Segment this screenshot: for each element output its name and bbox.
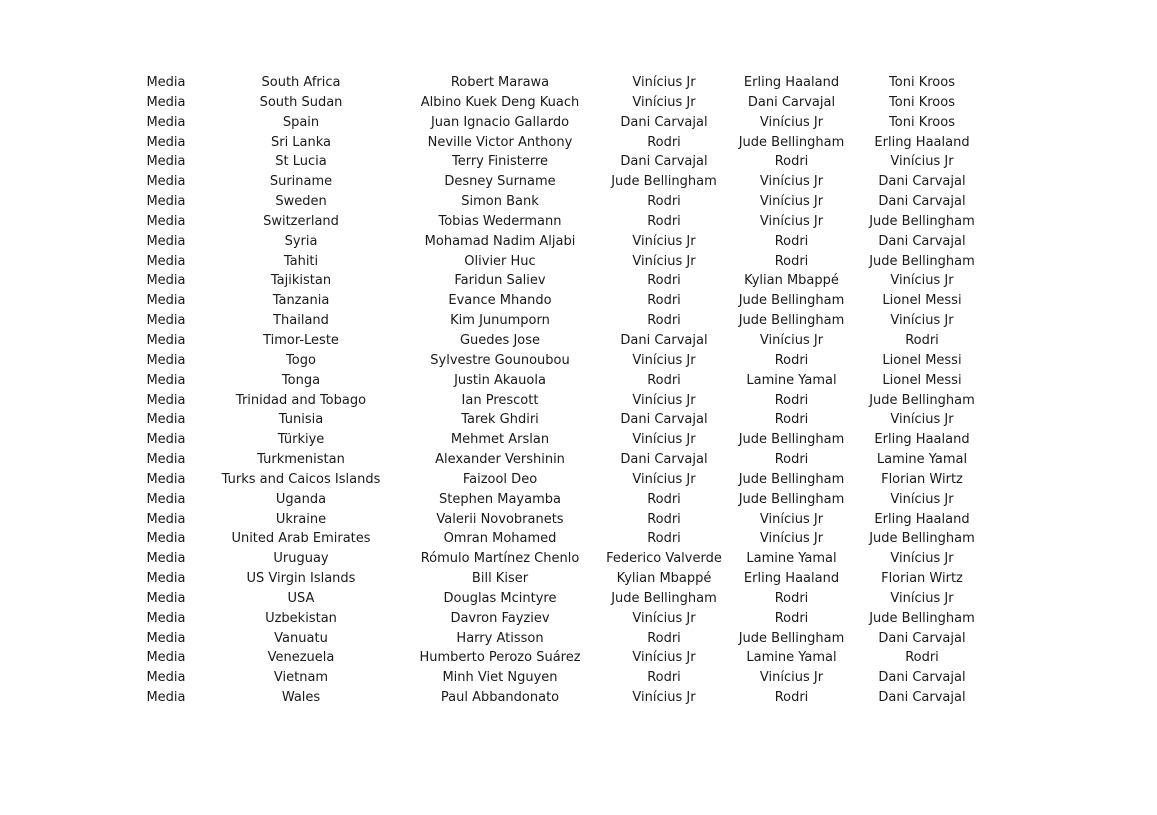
category-cell: Media: [146, 432, 186, 448]
category-cell: Media: [146, 571, 186, 587]
country-cell: Uzbekistan: [265, 610, 337, 626]
third-choice-cell: Toni Kroos: [889, 114, 955, 130]
country-cell: USA: [287, 590, 315, 606]
third-choice-cell: Jude Bellingham: [869, 253, 975, 269]
category-cell: Media: [146, 293, 186, 309]
category-cell: Media: [146, 313, 186, 329]
second-choice-cell: Kylian Mbappé: [744, 273, 839, 289]
table-row: [136, 152, 995, 172]
second-choice-cell: Rodri: [774, 412, 809, 428]
voter-name-cell: Humberto Perozo Suárez: [419, 650, 581, 666]
second-choice-cell: Vinícius Jr: [759, 670, 824, 686]
voter-name-cell: Tobias Wedermann: [438, 213, 562, 229]
voter-name-cell: Davron Fayziev: [450, 610, 550, 626]
third-choice-cell: Vinícius Jr: [890, 154, 954, 170]
country-cell: Trinidad and Tobago: [235, 392, 367, 408]
third-choice-cell: Lionel Messi: [882, 293, 962, 309]
category-cell: Media: [146, 471, 186, 487]
first-choice-cell: Dani Carvajal: [620, 412, 708, 428]
country-cell: Turks and Caicos Islands: [221, 471, 381, 487]
table-row: [136, 252, 995, 272]
second-choice-cell: Vinícius Jr: [759, 332, 824, 348]
second-choice-cell: Vinícius Jr: [759, 194, 824, 210]
third-choice-cell: Vinícius Jr: [890, 313, 954, 329]
voter-name-cell: Bill Kiser: [471, 571, 529, 587]
category-cell: Media: [146, 194, 186, 210]
second-choice-cell: Vinícius Jr: [759, 174, 824, 190]
first-choice-cell: Rodri: [647, 313, 681, 329]
country-cell: Togo: [286, 352, 316, 368]
first-choice-cell: Jude Bellingham: [611, 590, 717, 606]
country-cell: Uruguay: [273, 551, 329, 567]
voter-name-cell: Douglas Mcintyre: [443, 590, 557, 606]
category-cell: Media: [146, 372, 186, 388]
second-choice-cell: Rodri: [774, 154, 809, 170]
voter-name-cell: Mehmet Arslan: [450, 432, 550, 448]
country-cell: Uganda: [275, 491, 327, 507]
first-choice-cell: Vinícius Jr: [632, 650, 696, 666]
category-cell: Media: [146, 452, 186, 468]
country-cell: Vietnam: [273, 670, 329, 686]
table-row: [136, 430, 995, 450]
second-choice-cell: Lamine Yamal: [746, 372, 837, 388]
table-row: [136, 510, 995, 530]
third-choice-cell: Toni Kroos: [889, 94, 955, 110]
second-choice-cell: Jude Bellingham: [738, 471, 845, 487]
second-choice-cell: Jude Bellingham: [738, 432, 845, 448]
table-row: [136, 470, 995, 490]
category-cell: Media: [146, 412, 186, 428]
voter-name-cell: Kim Junumporn: [450, 313, 550, 329]
voter-name-cell: Harry Atisson: [456, 630, 544, 646]
country-cell: Suriname: [269, 174, 333, 190]
third-choice-cell: Dani Carvajal: [878, 233, 966, 249]
category-cell: Media: [146, 233, 186, 249]
voter-name-cell: Terry Finisterre: [451, 154, 549, 170]
third-choice-cell: Erling Haaland: [874, 134, 970, 150]
voter-name-cell: Evance Mhando: [448, 293, 552, 309]
table-row: [136, 410, 995, 430]
voter-name-cell: Robert Marawa: [450, 75, 550, 90]
voter-name-cell: Rómulo Martínez Chenlo: [420, 551, 580, 567]
second-choice-cell: Jude Bellingham: [738, 134, 845, 150]
voter-name-cell: Tarek Ghdiri: [461, 412, 539, 428]
voter-name-cell: Desney Surname: [444, 174, 556, 190]
country-cell: Sri Lanka: [270, 134, 332, 150]
third-choice-cell: Florian Wirtz: [881, 571, 963, 587]
third-choice-cell: Vinícius Jr: [890, 273, 954, 289]
second-choice-cell: Lamine Yamal: [746, 551, 837, 567]
third-choice-cell: Erling Haaland: [874, 432, 970, 448]
voter-name-cell: Simon Bank: [461, 194, 539, 210]
category-cell: Media: [146, 590, 186, 606]
second-choice-cell: Rodri: [774, 690, 809, 706]
first-choice-cell: Rodri: [647, 194, 681, 210]
second-choice-cell: Rodri: [774, 590, 809, 606]
first-choice-cell: Vinícius Jr: [632, 690, 696, 706]
table-row: [136, 629, 995, 649]
category-cell: Media: [146, 94, 186, 110]
category-cell: Media: [146, 75, 186, 90]
second-choice-cell: Vinícius Jr: [759, 114, 824, 130]
category-cell: Media: [146, 392, 186, 408]
table-row: [136, 391, 995, 411]
category-cell: Media: [146, 650, 186, 666]
voter-name-cell: Faridun Saliev: [454, 273, 546, 289]
table-row: [136, 192, 995, 212]
third-choice-cell: Jude Bellingham: [869, 392, 975, 408]
category-cell: Media: [146, 154, 186, 170]
voter-name-cell: Olivier Huc: [464, 253, 536, 269]
third-choice-cell: Dani Carvajal: [878, 630, 966, 646]
category-cell: Media: [146, 114, 186, 130]
second-choice-cell: Jude Bellingham: [738, 313, 845, 329]
table-row: [136, 113, 995, 133]
category-cell: Media: [146, 134, 186, 150]
voter-name-cell: Valerii Novobranets: [436, 511, 564, 527]
voter-name-cell: Omran Mohamed: [443, 531, 557, 547]
country-cell: Türkiye: [277, 432, 325, 448]
third-choice-cell: Lamine Yamal: [876, 452, 968, 468]
second-choice-cell: Erling Haaland: [743, 571, 840, 587]
table-row: [136, 271, 995, 291]
voter-name-cell: Faizool Deo: [462, 471, 538, 487]
table-row: [136, 172, 995, 192]
first-choice-cell: Dani Carvajal: [620, 332, 708, 348]
third-choice-cell: Dani Carvajal: [878, 174, 966, 190]
country-cell: United Arab Emirates: [231, 531, 371, 547]
second-choice-cell: Rodri: [774, 352, 809, 368]
table-row: [136, 371, 995, 391]
second-choice-cell: Rodri: [774, 452, 809, 468]
category-cell: Media: [146, 670, 186, 686]
third-choice-cell: Erling Haaland: [874, 511, 970, 527]
voter-name-cell: Guedes Jose: [459, 332, 541, 348]
third-choice-cell: Dani Carvajal: [878, 670, 966, 686]
table-row: [136, 529, 995, 549]
country-cell: Wales: [281, 690, 321, 706]
voter-name-cell: Juan Ignacio Gallardo: [430, 114, 570, 130]
third-choice-cell: Rodri: [905, 332, 939, 348]
first-choice-cell: Vinícius Jr: [632, 75, 696, 90]
first-choice-cell: Vinícius Jr: [632, 94, 696, 110]
third-choice-cell: Lionel Messi: [882, 352, 962, 368]
third-choice-cell: Vinícius Jr: [890, 590, 954, 606]
first-choice-cell: Rodri: [647, 511, 681, 527]
table-row: [136, 668, 995, 688]
table-row: [136, 73, 995, 93]
country-cell: Tunisia: [278, 412, 324, 428]
third-choice-cell: Florian Wirtz: [881, 471, 963, 487]
table-row: [136, 133, 995, 153]
country-cell: St Lucia: [275, 154, 327, 170]
first-choice-cell: Vinícius Jr: [632, 392, 696, 408]
second-choice-cell: Rodri: [774, 610, 809, 626]
country-cell: Switzerland: [263, 213, 339, 229]
category-cell: Media: [146, 213, 186, 229]
third-choice-cell: Jude Bellingham: [869, 531, 975, 547]
table-row: [136, 212, 995, 232]
first-choice-cell: Vinícius Jr: [632, 471, 696, 487]
voter-name-cell: Alexander Vershinin: [435, 452, 565, 468]
country-cell: Tajikistan: [270, 273, 332, 289]
country-cell: Spain: [282, 114, 320, 130]
table-row: [136, 351, 995, 371]
third-choice-cell: Dani Carvajal: [878, 194, 966, 210]
first-choice-cell: Rodri: [647, 670, 681, 686]
voter-name-cell: Albino Kuek Deng Kuach: [420, 94, 580, 110]
country-cell: Venezuela: [267, 650, 335, 666]
first-choice-cell: Rodri: [647, 531, 681, 547]
table-row: [136, 589, 995, 609]
third-choice-cell: Toni Kroos: [889, 75, 955, 90]
third-choice-cell: Vinícius Jr: [890, 412, 954, 428]
country-cell: Sweden: [275, 194, 327, 210]
category-cell: Media: [146, 273, 186, 289]
first-choice-cell: Rodri: [647, 491, 681, 507]
table-row: [136, 569, 995, 589]
table-row: [136, 609, 995, 629]
voter-name-cell: Justin Akauola: [454, 372, 546, 388]
table-row: [136, 490, 995, 510]
country-cell: Tonga: [281, 372, 321, 388]
category-cell: Media: [146, 491, 186, 507]
first-choice-cell: Vinícius Jr: [632, 610, 696, 626]
first-choice-cell: Rodri: [647, 630, 681, 646]
second-choice-cell: Rodri: [774, 233, 809, 249]
voting-table-body: [136, 73, 995, 708]
table-row: [136, 311, 995, 331]
second-choice-cell: Jude Bellingham: [738, 491, 845, 507]
second-choice-cell: Vinícius Jr: [759, 511, 824, 527]
country-cell: Tanzania: [272, 293, 330, 309]
voter-name-cell: Minh Viet Nguyen: [442, 670, 558, 686]
category-cell: Media: [146, 332, 186, 348]
table-row: [136, 291, 995, 311]
first-choice-cell: Dani Carvajal: [620, 154, 708, 170]
table-row: [136, 93, 995, 113]
first-choice-cell: Dani Carvajal: [620, 452, 708, 468]
category-cell: Media: [146, 551, 186, 567]
third-choice-cell: Rodri: [905, 650, 939, 666]
table-row: [136, 549, 995, 569]
third-choice-cell: Jude Bellingham: [869, 213, 975, 229]
country-cell: Ukraine: [275, 511, 327, 527]
category-cell: Media: [146, 253, 186, 269]
table-row: [136, 450, 995, 470]
third-choice-cell: Jude Bellingham: [869, 610, 975, 626]
voter-name-cell: Paul Abbandonato: [440, 690, 560, 706]
first-choice-cell: Rodri: [647, 213, 681, 229]
voter-name-cell: Stephen Mayamba: [439, 491, 561, 507]
first-choice-cell: Dani Carvajal: [620, 114, 708, 130]
first-choice-cell: Vinícius Jr: [632, 432, 696, 448]
category-cell: Media: [146, 511, 186, 527]
first-choice-cell: Rodri: [647, 293, 681, 309]
category-cell: Media: [146, 610, 186, 626]
table-row: [136, 688, 995, 708]
second-choice-cell: Rodri: [774, 253, 809, 269]
voter-name-cell: Neville Victor Anthony: [427, 134, 573, 150]
third-choice-cell: Vinícius Jr: [890, 491, 954, 507]
country-cell: Tahiti: [283, 253, 319, 269]
first-choice-cell: Federico Valverde: [606, 551, 722, 567]
country-cell: Timor-Leste: [263, 332, 339, 348]
first-choice-cell: Vinícius Jr: [632, 352, 696, 368]
first-choice-cell: Rodri: [647, 273, 681, 289]
category-cell: Media: [146, 630, 186, 646]
category-cell: Media: [146, 352, 186, 368]
second-choice-cell: Jude Bellingham: [738, 293, 845, 309]
second-choice-cell: Rodri: [774, 392, 809, 408]
voter-name-cell: Ian Prescott: [461, 392, 539, 408]
country-cell: Syria: [284, 233, 318, 249]
category-cell: Media: [146, 174, 186, 190]
category-cell: Media: [146, 690, 186, 706]
country-cell: US Virgin Islands: [246, 571, 356, 587]
table-row: [136, 331, 995, 351]
second-choice-cell: Vinícius Jr: [759, 531, 824, 547]
voter-name-cell: Mohamad Nadim Aljabi: [424, 233, 576, 249]
country-cell: South Sudan: [259, 94, 343, 110]
second-choice-cell: Jude Bellingham: [738, 630, 845, 646]
first-choice-cell: Vinícius Jr: [632, 233, 696, 249]
country-cell: South Africa: [261, 75, 341, 90]
second-choice-cell: Dani Carvajal: [747, 94, 836, 110]
second-choice-cell: Vinícius Jr: [759, 213, 824, 229]
second-choice-cell: Lamine Yamal: [746, 650, 837, 666]
category-cell: Media: [146, 531, 186, 547]
table-row: [136, 232, 995, 252]
first-choice-cell: Rodri: [647, 372, 681, 388]
country-cell: Vanuatu: [274, 630, 328, 646]
first-choice-cell: Vinícius Jr: [632, 253, 696, 269]
second-choice-cell: Erling Haaland: [743, 75, 840, 90]
voting-table: [136, 73, 995, 708]
third-choice-cell: Lionel Messi: [882, 372, 962, 388]
first-choice-cell: Jude Bellingham: [611, 174, 717, 190]
voter-name-cell: Sylvestre Gounoubou: [430, 352, 570, 368]
first-choice-cell: Kylian Mbappé: [616, 571, 712, 587]
country-cell: Thailand: [273, 313, 329, 329]
country-cell: Turkmenistan: [257, 452, 345, 468]
third-choice-cell: Vinícius Jr: [890, 551, 954, 567]
third-choice-cell: Dani Carvajal: [878, 690, 966, 706]
table-row: [136, 648, 995, 668]
first-choice-cell: Rodri: [647, 134, 681, 150]
